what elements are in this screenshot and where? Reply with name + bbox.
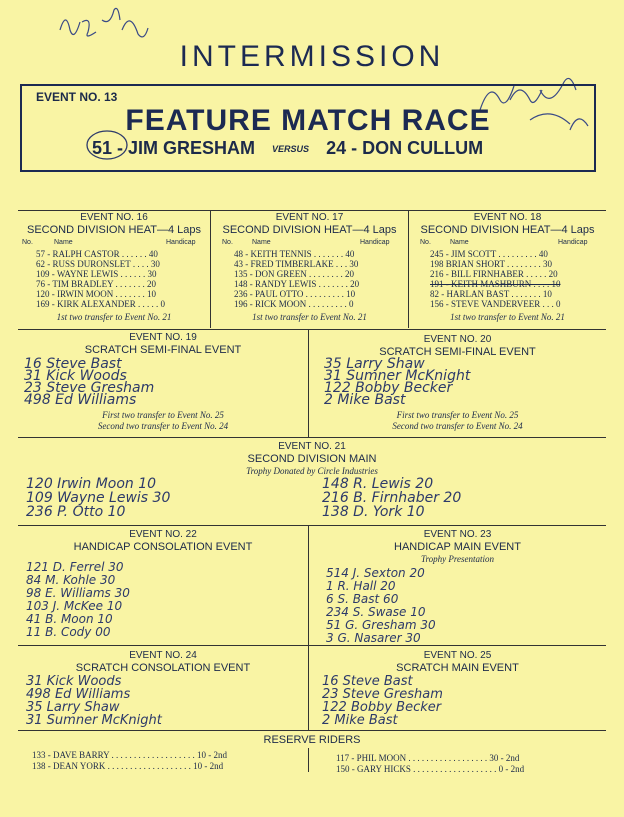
col-name: Name [252, 239, 271, 246]
transfer-note: 1st two transfer to Event No. 21 [252, 312, 367, 322]
handwritten-entry: 11 B. Cody 00 [26, 625, 111, 639]
heat-row: 82 - HARLAN BAST . . . . . . . 10 [430, 289, 552, 299]
handwritten-entry: 121 D. Ferrel 30 [26, 560, 124, 574]
handwritten-entry: 138 D. York 10 [322, 504, 425, 520]
handwritten-entry: 41 B. Moon 10 [26, 612, 113, 626]
heat-row: 135 - DON GREEN . . . . . . . . 20 [234, 269, 354, 279]
heat-row: 198 BRIAN SHORT . . . . . . . . 30 [430, 259, 553, 269]
event-title: SCRATCH SEMI-FINAL EVENT [84, 344, 242, 356]
heat-row: 148 - RANDY LEWIS . . . . . . . 20 [234, 279, 360, 289]
col-no: No. [222, 239, 233, 246]
feature-title: FEATURE MATCH RACE [125, 104, 491, 137]
col-handicap: Handicap [166, 239, 196, 246]
event-title: SCRATCH SEMI-FINAL EVENT [379, 346, 536, 358]
handwritten-entry: 98 E. Williams 30 [26, 586, 130, 600]
transfer-note: First two transfer to Event No. 25 [102, 410, 224, 420]
transfer-note: Second two transfer to Event No. 24 [97, 421, 229, 431]
heat-row: 236 - PAUL OTTO . . . . . . . . . 10 [234, 289, 356, 299]
heat-row: 156 - STEVE VANDERVEER . . . 0 [430, 299, 561, 309]
handwritten-entry: 23 Steve Gresham [24, 380, 155, 396]
event-number: EVENT NO. 24 [129, 650, 197, 661]
event-number: EVENT NO. 16 [80, 212, 148, 223]
handwritten-entry: 2 Mike Bast [322, 713, 398, 728]
handwritten-entry: 103 J. McKee 10 [26, 599, 123, 613]
handwritten-entry: 51 G. Gresham 30 [326, 618, 436, 632]
handwritten-entry: 498 Ed Williams [26, 687, 131, 702]
feature-match-box [20, 84, 596, 172]
handwritten-entry: 31 Kick Woods [24, 368, 127, 384]
feature-right-rider: 24 - DON CULLUM [326, 138, 484, 158]
col-no: No. [420, 239, 431, 246]
heat-row: 196 - RICK MOON . . . . . . . . . 0 [234, 299, 354, 309]
event-number: EVENT NO. 17 [275, 212, 344, 223]
event-title: SCRATCH MAIN EVENT [396, 662, 519, 674]
col-name: Name [450, 239, 469, 246]
handwritten-entry: 120 Irwin Moon 10 [26, 476, 157, 492]
event-title: SECOND DIVISION MAIN [247, 453, 377, 465]
transfer-note: Second two transfer to Event No. 24 [392, 421, 523, 431]
heat-row: 109 - WAYNE LEWIS . . . . . . 30 [36, 269, 157, 279]
heat-row: 216 - BILL FIRNHABER . . . . . 20 [430, 269, 558, 279]
heat-row: 57 - RALPH CASTOR . . . . . . 40 [36, 249, 158, 259]
reserve-row: 150 - GARY HICKS . . . . . . . . . . . . . . . . . . . 0 - 2nd [336, 764, 525, 774]
event-subtitle: Trophy Donated by Circle Industries [246, 466, 378, 476]
handwritten-entry: 498 Ed Williams [24, 392, 137, 408]
reserve-row: 133 - DAVE BARRY . . . . . . . . . . . . . . . . . . . 10 - 2nd [32, 750, 228, 760]
handwritten-entry: 23 Steve Gresham [322, 687, 443, 702]
handwritten-entry: 1 R. Hall 20 [326, 579, 396, 593]
handwritten-entry: 122 Bobby Becker [322, 700, 442, 715]
circle-mark-51 [84, 128, 130, 162]
reserve-riders-title: RESERVE RIDERS [263, 734, 361, 746]
heat-row: 76 - TIM BRADLEY . . . . . . . 20 [36, 279, 156, 289]
col-handicap: Handicap [558, 239, 588, 246]
heat-row: 62 - RUSS DURONSLET . . . . 30 [36, 259, 160, 269]
event-title: HANDICAP CONSOLATION EVENT [73, 541, 253, 553]
event-number: EVENT NO. 18 [473, 212, 542, 223]
handwritten-entry: 3 G. Nasarer 30 [326, 631, 421, 645]
event-number: EVENT NO. 22 [129, 529, 197, 540]
heat-row: 120 - IRWIN MOON . . . . . . . 10 [36, 289, 156, 299]
divider [18, 645, 606, 646]
feature-matchup [92, 138, 483, 159]
event-title: SECOND DIVISION HEAT—4 Laps [222, 224, 397, 236]
handwritten-entry: 35 Larry Shaw [324, 356, 425, 372]
handwritten-entry: 216 B. Firnhaber 20 [322, 490, 462, 506]
handwritten-entry: 2 Mike Bast [324, 392, 406, 408]
handwritten-entry: 122 Bobby Becker [324, 380, 453, 396]
handwritten-entry: 35 Larry Shaw [26, 700, 120, 715]
divider [18, 210, 606, 211]
event-title: SECOND DIVISION HEAT—4 Laps [26, 224, 201, 236]
event-number: EVENT NO. 19 [129, 332, 197, 343]
handwritten-entry: 6 S. Bast 60 [326, 592, 399, 606]
handwritten-entry: 16 Steve Bast [24, 356, 122, 372]
heat-row: 191 - KEITH MASHBURN . . . . 10 [430, 279, 561, 289]
transfer-note: First two transfer to Event No. 25 [396, 410, 519, 420]
feature-event-number: EVENT NO. 13 [36, 90, 118, 104]
divider [18, 437, 606, 438]
handwritten-entry: 31 Kick Woods [26, 674, 122, 689]
divider [308, 748, 309, 772]
versus-label: VERSUS [272, 144, 310, 155]
transfer-note: 1st two transfer to Event No. 21 [450, 312, 565, 322]
event-title: SECOND DIVISION HEAT—4 Laps [420, 224, 595, 236]
feature-left-rider: 51 - JIM GRESHAM [92, 138, 256, 158]
event-subtitle: Trophy Presentation [420, 554, 495, 564]
handwritten-entry: 31 Sumner McKnight [26, 713, 162, 728]
handwritten-entry: 84 M. Kohle 30 [26, 573, 116, 587]
autograph-top-left [52, 0, 172, 60]
handwritten-entry: 109 Wayne Lewis 30 [26, 490, 171, 506]
transfer-note: 1st two transfer to Event No. 21 [56, 312, 172, 322]
reserve-row: 138 - DEAN YORK . . . . . . . . . . . . . . . . . . . 10 - 2nd [32, 761, 224, 771]
heat-row: 245 - JIM SCOTT . . . . . . . . . 40 [430, 249, 548, 259]
event-number: EVENT NO. 23 [423, 529, 492, 540]
heat-row: 43 - FRED TIMBERLAKE . . . 30 [234, 259, 359, 269]
handwritten-entry: 16 Steve Bast [322, 674, 413, 689]
reserve-row: 117 - PHIL MOON . . . . . . . . . . . . . . . . . . 30 - 2nd [336, 753, 520, 763]
event-number: EVENT NO. 20 [423, 334, 492, 345]
event-number: EVENT NO. 21 [278, 441, 346, 452]
event-title: SCRATCH CONSOLATION EVENT [75, 662, 251, 674]
handwritten-entry: 234 S. Swase 10 [326, 605, 426, 619]
handwritten-entry: 31 Sumner McKnight [324, 368, 471, 384]
heat-row: 169 - KIRK ALEXANDER . . . . . 0 [36, 299, 165, 309]
handwritten-entry: 148 R. Lewis 20 [322, 476, 434, 492]
divider [18, 730, 606, 731]
heat-row: 48 - KEITH TENNIS . . . . . . . 40 [234, 249, 355, 259]
event-title: HANDICAP MAIN EVENT [394, 541, 521, 553]
event-number: EVENT NO. 25 [423, 650, 492, 661]
handwritten-entry: 514 J. Sexton 20 [326, 566, 425, 580]
col-handicap: Handicap [360, 239, 390, 246]
col-name: Name [54, 239, 73, 246]
divider [18, 329, 606, 330]
page-title: INTERMISSION [179, 40, 445, 73]
col-no: No. [22, 239, 33, 246]
handwritten-entry: 236 P. Otto 10 [26, 504, 126, 520]
divider [18, 525, 606, 526]
